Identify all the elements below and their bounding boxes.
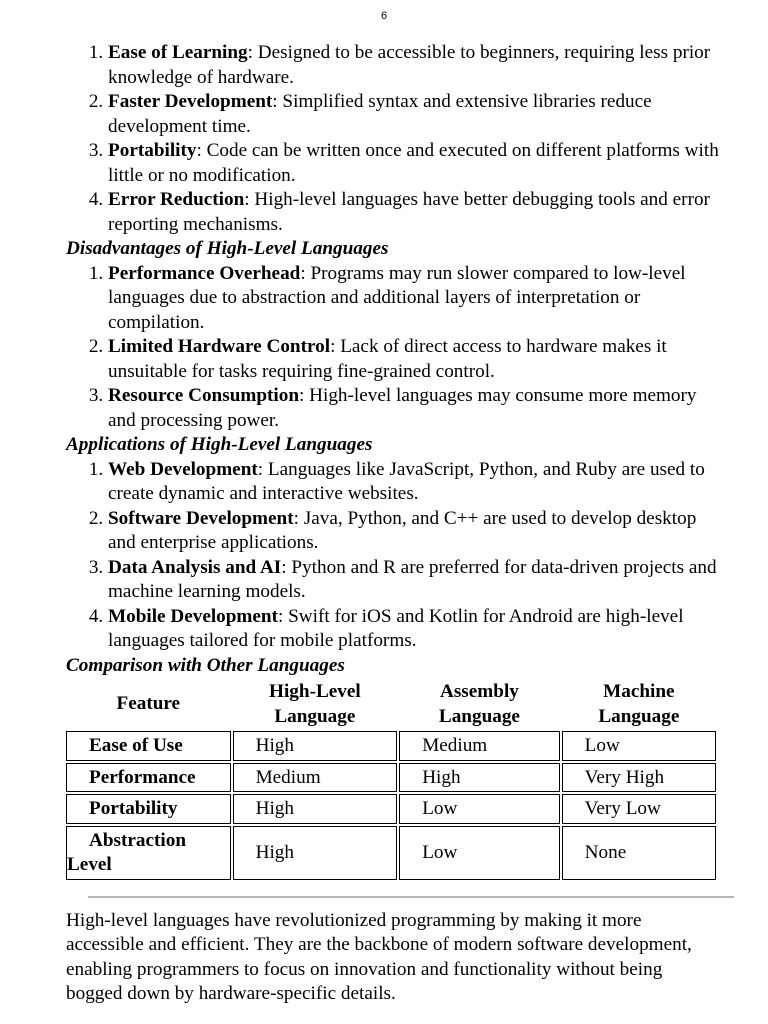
header-machine (562, 680, 716, 729)
header-feature: Feature (116, 693, 181, 715)
list-item-term: Web Development (108, 458, 258, 480)
table-cell-feature: Performance (66, 763, 231, 793)
page-number: 6 (380, 10, 388, 22)
list-item-text: : High-level languages may consume more memory and processing power. (108, 385, 697, 431)
comparison-heading: Comparison with Other Languages (66, 654, 345, 676)
horizontal-rule (88, 896, 734, 898)
applications-heading: Applications of High-Level Languages (66, 434, 373, 455)
list-item-text: : Code can be written once and executed on different platforms with little or no modification. (108, 140, 719, 186)
table-cell: High (399, 763, 559, 793)
conclusion-paragraph: High-level languages have revolutionized programming by making it more accessible and efficient. They are the backbone of modern software development, enabling programmers to focus on innovation and functionality without being bogged down by hardware-specific details. (66, 909, 692, 1004)
list-item-text: : Programs may run slower compared to low-level languages due to abstraction and additional layers of interpretation or compilation. (108, 262, 686, 333)
header-high-level (233, 680, 398, 729)
table-cell: High (233, 826, 398, 880)
table-cell: Very Low (562, 794, 716, 824)
list-item-term: Performance Overhead (108, 262, 301, 284)
list-item-text: : High-level languages have better debugging tools and error reporting mechanisms. (108, 189, 710, 235)
table-cell: None (562, 826, 716, 880)
list-item (108, 41, 726, 90)
table-cell: Very High (562, 763, 716, 793)
header-line: Assembly (439, 681, 519, 702)
table-cell: Medium (233, 763, 398, 793)
list-item-text: : Simplified syntax and extensive libraries reduce development time. (108, 91, 652, 137)
header-line: Language (598, 705, 680, 727)
table-cell: Medium (399, 731, 559, 761)
header-line: Language (438, 705, 520, 727)
table-cell: Low (562, 731, 716, 761)
header-line: Machine (603, 681, 675, 702)
comparison-table (64, 678, 718, 882)
table-row (66, 763, 716, 793)
list-item (108, 458, 726, 507)
list-item (108, 90, 726, 139)
table-row (66, 731, 716, 761)
list-item (108, 605, 726, 654)
feature-line: Abstraction (89, 829, 186, 851)
list-item-text: : Java, Python, and C++ are used to develop desktop and enterprise applications. (108, 507, 697, 553)
list-item-term: Limited Hardware Control (108, 336, 331, 357)
list-item-term: Portability (108, 140, 197, 161)
list-item-text: : Languages like JavaScript, Python, and Ruby are used to create dynamic and interactive websites. (108, 458, 705, 504)
list-item-term: Faster Development (108, 91, 273, 112)
disadvantages-heading: Disadvantages of High-Level Languages (66, 238, 389, 259)
disadvantages-list (66, 262, 726, 434)
table-cell: High (233, 794, 398, 824)
header-assembly (399, 680, 559, 729)
list-item (108, 556, 726, 605)
list-item-term: Error Reduction (108, 189, 245, 210)
list-item (108, 507, 726, 556)
list-item (108, 384, 726, 433)
list-item-term: Software Development (108, 507, 294, 529)
table-row (66, 826, 716, 880)
list-item-term: Data Analysis and AI (108, 556, 282, 578)
list-item-term: Mobile Development (108, 605, 278, 627)
table-row (66, 794, 716, 824)
feature-line: Level (67, 854, 112, 875)
table-header-row (66, 680, 716, 729)
table-cell-feature (66, 826, 231, 880)
table-cell-feature: Portability (66, 794, 231, 824)
list-item (108, 262, 726, 336)
list-item-term: Resource Consumption (108, 385, 300, 406)
table-cell: Low (399, 826, 559, 880)
header-line: Language (274, 705, 356, 727)
header-line: High-Level (269, 681, 361, 702)
table-cell-feature: Ease of Use (66, 731, 231, 761)
list-item (108, 335, 726, 384)
list-item-text: : Designed to be accessible to beginners, requiring less prior knowledge of hardware. (108, 42, 711, 88)
table-cell: High (233, 731, 398, 761)
applications-list (66, 458, 726, 654)
list-item-text: : Lack of direct access to hardware makes it unsuitable for tasks requiring fine-grained control. (108, 336, 667, 382)
list-item-text: : Python and R are preferred for data-driven projects and machine learning models. (108, 556, 717, 602)
list-item (108, 188, 726, 237)
document-body (66, 41, 726, 1007)
list-item-text: : Swift for iOS and Kotlin for Android are high-level languages tailored for mobile platforms. (108, 605, 684, 651)
advantages-list (66, 41, 726, 237)
list-item-term: Ease of Learning (108, 42, 248, 63)
table-cell: Low (399, 794, 559, 824)
list-item (108, 139, 726, 188)
